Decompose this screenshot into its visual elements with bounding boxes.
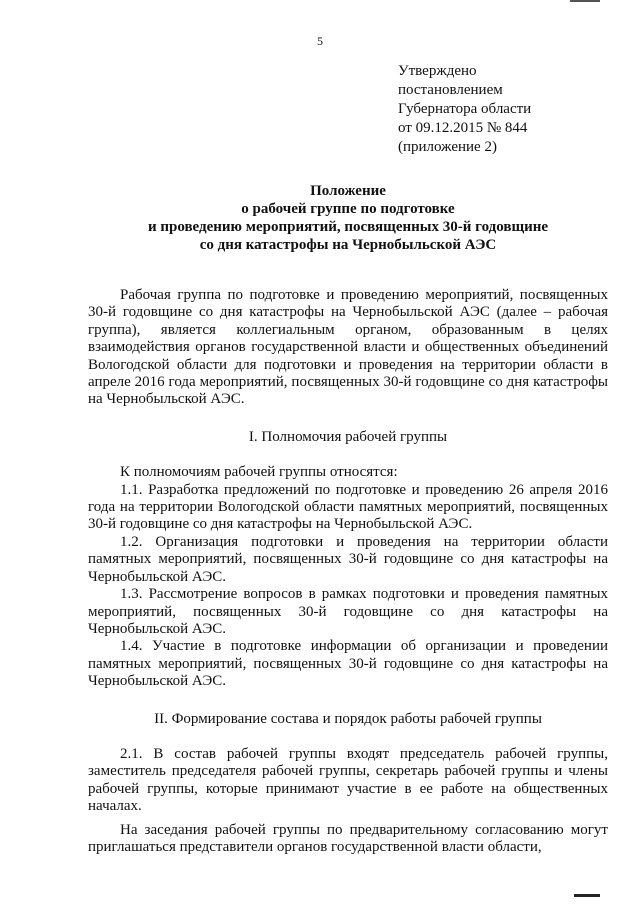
approval-line: постановлением (398, 82, 503, 98)
approval-line: Утверждено (398, 63, 477, 79)
section-2-item: 2.1. В состав рабочей группы входят председатель рабочей группы, заместитель председателя рабочей группы, секретарь рабочей группы и члены рабочей группы, которые принимают участие в ее работе на общественных началах. (88, 745, 608, 815)
approval-line: (приложение 2) (398, 139, 497, 155)
approval-line: от 09.12.2015 № 844 (398, 120, 528, 136)
scan-artifact-bottom (574, 894, 600, 897)
section-1-item: 1.2. Организация подготовки и проведения на территории области памятных мероприятий, посвященных 30-й годовщине со дня катастрофы на Чернобыльской АЭС. (88, 533, 608, 585)
section-1-item: 1.4. Участие в подготовке информации об организации и проведении памятных мероприятий, посвященных 30-й годовщине со дня катастрофы на Чернобыльской АЭС. (88, 638, 608, 690)
approval-block (398, 62, 628, 157)
section-2-heading: II. Формирование состава и порядок работы рабочей группы (154, 710, 542, 727)
title-line: о рабочей группе по подготовке (241, 201, 455, 217)
document-body (88, 287, 608, 856)
section-1-heading: I. Полномочия рабочей группы (248, 428, 448, 445)
section-1-item: 1.3. Рассмотрение вопросов в рамках подготовки и проведения памятных мероприятий, посвященных 30-й годовщине со дня катастрофы на Чернобыльской АЭС. (88, 586, 608, 637)
title-line: и проведению мероприятий, посвященных 30-й годовщине (147, 219, 549, 235)
title-line: Положение (310, 183, 386, 199)
page-number: 5 (317, 34, 323, 48)
document-title (88, 182, 608, 254)
intro-paragraph: Рабочая группа по подготовке и проведению мероприятий, посвященных 30-й годовщине со дня катастрофы на Чернобыльской АЭС (далее – рабочая группа), является коллегиальным органом, образованным в целях взаимодействия органов государственной власти и общественных объединений Вологодской области для подготовки и проведения на территории области в апреле 2016 года мероприятий, посвященных 30-й годовщине со дня катастрофы на Чернобыльской АЭС. (88, 287, 608, 408)
scan-artifact-top (570, 0, 600, 2)
section-2-item: На заседания рабочей группы по предварительному согласованию могут приглашаться представители органов государственной власти области, (88, 821, 608, 855)
section-1-item: 1.1. Разработка предложений по подготовке и проведению 26 апреля 2016 года на территории Вологодской области памятных мероприятий, посвященных 30-й годовщине со дня катастрофы на Чернобыльской АЭС. (88, 481, 608, 533)
approval-line: Губернатора области (398, 101, 532, 117)
title-line: со дня катастрофы на Чернобыльской АЭС (199, 237, 497, 253)
section-1-lead: К полномочиям рабочей группы относятся: (120, 464, 398, 481)
